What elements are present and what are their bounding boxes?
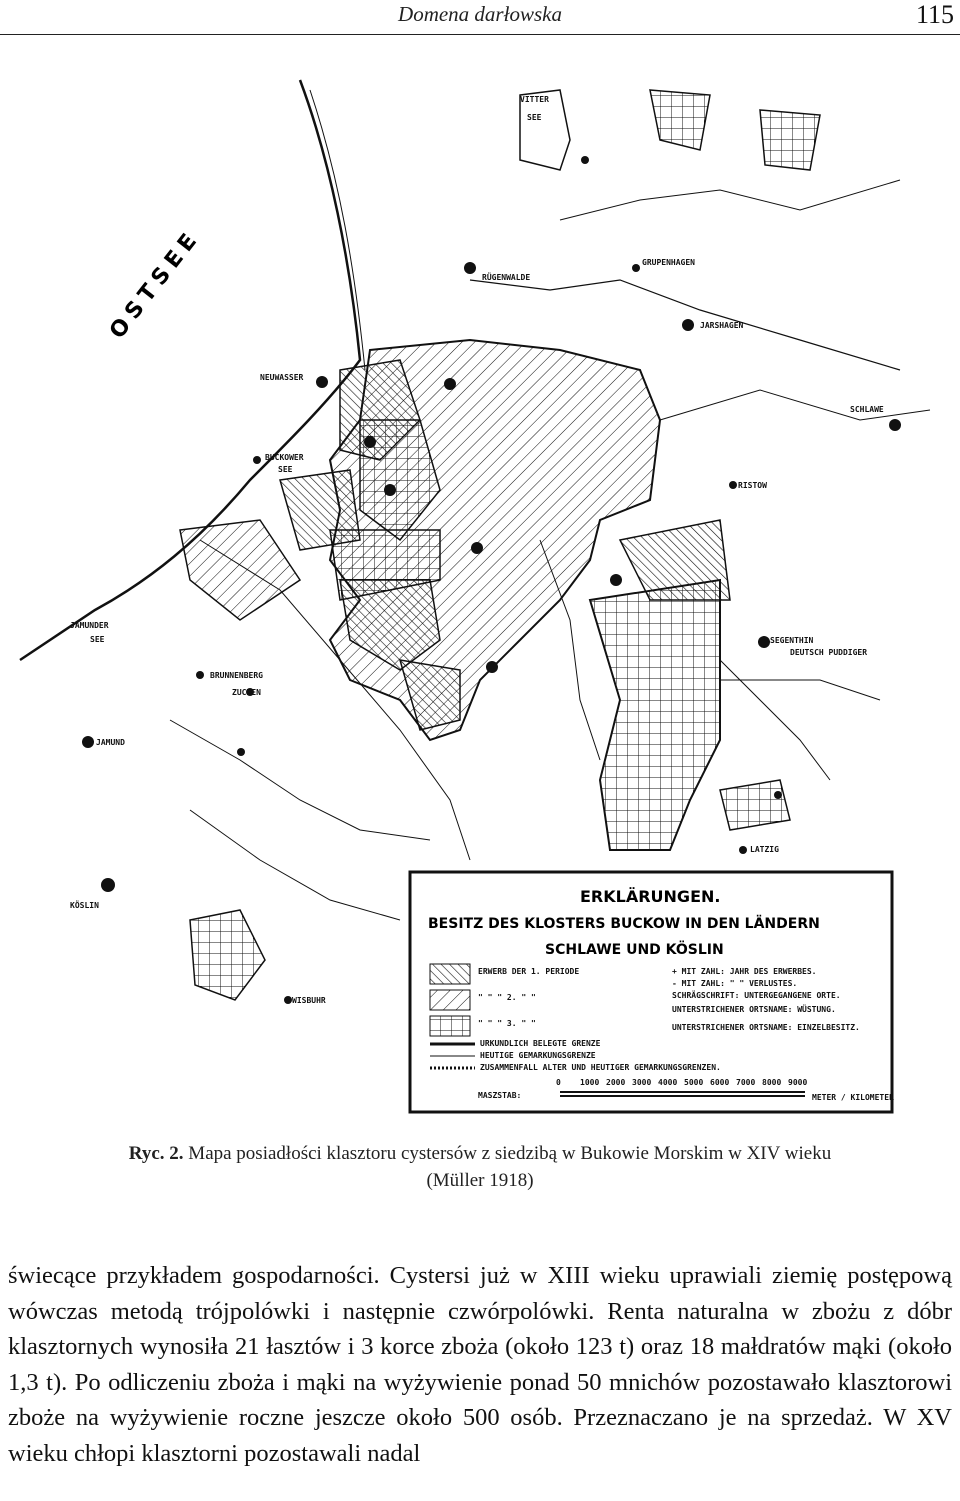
svg-text:LATZIG: LATZIG [750,845,779,854]
territory-period3-f [190,910,265,1000]
svg-text:JAMUND: JAMUND [96,738,125,747]
territory-period3-c [590,580,720,850]
caption-label: Ryc. 2. [128,1143,184,1164]
legend-item-6: ZUSAMMENFALL ALTER UND HEUTIGER GEMARKUNGSGRENZEN. [480,1063,721,1072]
svg-text:WISBUHR: WISBUHR [292,996,326,1005]
svg-text:SEE: SEE [527,113,542,122]
svg-text:ZUCHEN: ZUCHEN [232,688,261,697]
svg-text:SEGENTHIN: SEGENTHIN [770,636,814,645]
svg-text:6000: 6000 [710,1078,730,1087]
svg-text:JARSHAGEN: JARSHAGEN [700,321,744,330]
svg-text:0: 0 [556,1078,561,1087]
svg-text:KÖSLIN: KÖSLIN [70,901,99,910]
legend-subtitle: BESITZ DES KLOSTERS BUCKOW IN DEN LÄNDERN [428,916,820,932]
historical-map [0,40,960,1130]
svg-text:DEUTSCH PUDDIGER: DEUTSCH PUDDIGER [790,648,868,657]
body-paragraph: świecące przykładem gospodarności. Cystersi już w XIII wieku uprawiali ziemię postępową wówczas metodą trójpolówki i następnie czwórpolówki. Renta naturalna w zbożu z dóbr klasztornych wynosiła 21 łasztów i 3 korce zboża (około 123 t) oraz 18 małdratów mąki (około 1,3 t). Po odliczeniu zboża i mąki na wyżywienie ponad 50 mnichów pozostawało klasztorowi zboże na wyżywienie roczne jeszcze około 500 osób. Przeznaczano je na sprzedaż. W XV wieku chłopi klasztorni pozostawali nadal [8,1262,952,1467]
territory-period3-e [760,110,820,170]
legend-item-2: " " " 2. " " [478,993,536,1002]
svg-text:GRUPENHAGEN: GRUPENHAGEN [642,258,695,267]
territory-west-hatch [180,520,300,620]
page-header [0,0,960,35]
figure-caption [10,1140,950,1194]
territory-period3-d [650,90,710,150]
svg-text:1000: 1000 [580,1078,600,1087]
legend-item-1: ERWERB DER 1. PERIODE [478,967,580,976]
caption-text: Mapa posiadłości klasztoru cystersów z siedzibą w Bukowie Morskim w XIV wieku [188,1143,832,1164]
legend-item-5: HEUTIGE GEMARKUNGSGRENZE [480,1051,596,1060]
legend-item-3: " " " 3. " " [478,1019,536,1028]
svg-text:5000: 5000 [684,1078,704,1087]
svg-text:NEUWASSER: NEUWASSER [260,373,304,382]
svg-text:8000: 8000 [762,1078,782,1087]
page-number: 115 [915,0,954,29]
svg-text:4000: 4000 [658,1078,678,1087]
svg-text:9000: 9000 [788,1078,808,1087]
legend-item-4: URKUNDLICH BELEGTE GRENZE [480,1039,601,1048]
map-legend [410,872,894,1112]
svg-text:RÜGENWALDE: RÜGENWALDE [482,273,531,282]
svg-text:RISTOW: RISTOW [738,481,767,490]
svg-text:SEE: SEE [90,635,105,644]
svg-text:BUCKOWER: BUCKOWER [265,453,304,462]
legend-right-1: + MIT ZAHL: JAHR DES ERWERBES. [672,967,817,976]
legend-scale-label: MASZSTAB: [478,1091,522,1100]
legend-title: ERKLÄRUNGEN. [580,887,721,906]
svg-text:BRUNNENBERG: BRUNNENBERG [210,671,263,680]
legend-right-2: - MIT ZAHL: " " VERLUSTES. [672,979,798,988]
legend-right-4: UNTERSTRICHENER ORTSNAME: WÜSTUNG. [672,1005,836,1014]
legend-subtitle2: SCHLAWE UND KÖSLIN [545,942,724,958]
svg-text:SEE: SEE [278,465,293,474]
sea-label: OSTSEE [105,224,206,344]
label-vitter-see: VITTER [520,95,549,104]
svg-text:METER / KILOMETER: METER / KILOMETER [812,1093,894,1102]
svg-text:7000: 7000 [736,1078,756,1087]
legend-right-3: SCHRÄGSCHRIFT: UNTERGEGANGENE ORTE. [672,991,841,1000]
running-title: Domena darłowska [398,2,562,26]
territory-east-hatch [620,520,730,600]
svg-text:SCHLAWE: SCHLAWE [850,405,884,414]
caption-source: (Müller 1918) [426,1170,534,1191]
legend-right-5: UNTERSTRICHENER ORTSNAME: EINZELBESITZ. [672,1023,860,1032]
svg-text:3000: 3000 [632,1078,652,1087]
svg-text:2000: 2000 [606,1078,626,1087]
svg-text:JAMUNDER: JAMUNDER [70,621,109,630]
territory-period3-g [720,780,790,830]
body-text [8,1258,952,1472]
